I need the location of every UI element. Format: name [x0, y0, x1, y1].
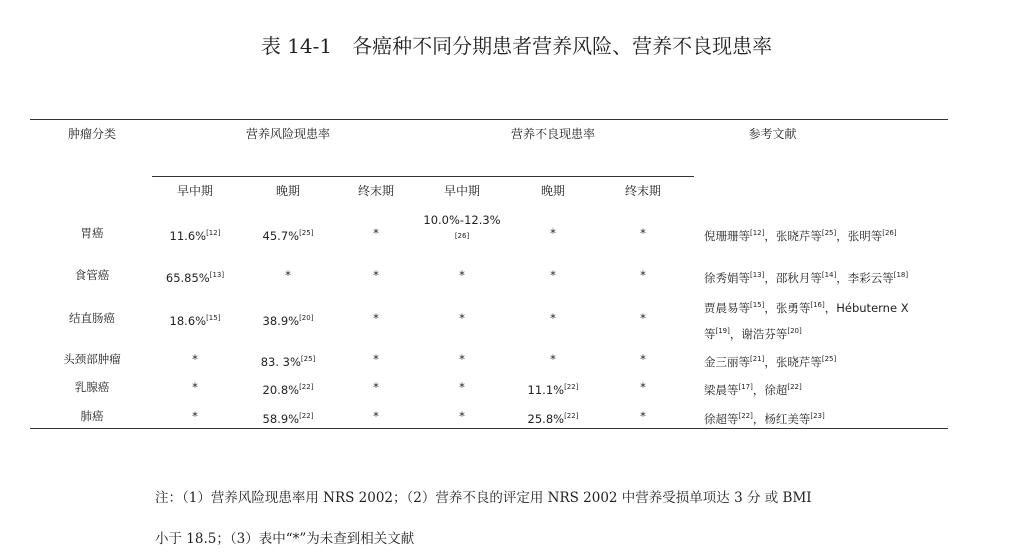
- reference-author: 倪珊珊等: [704, 229, 750, 243]
- row-value-cell: [152, 409, 238, 423]
- row-cancer-name: 肺癌: [80, 409, 104, 423]
- row-value-cell: [419, 352, 505, 366]
- reference-line: [704, 380, 802, 397]
- cell-value: *: [459, 268, 465, 282]
- cell-value: *: [373, 311, 379, 325]
- reference-author: ，张勇等: [764, 301, 811, 315]
- cell-value: *: [459, 409, 465, 423]
- reference-author: ，李彩云等: [836, 271, 894, 285]
- row-value-cell: [243, 268, 333, 282]
- citation-marker: [26]: [882, 229, 897, 237]
- citation-marker: [12]: [750, 229, 765, 237]
- cell-value: *: [550, 352, 556, 366]
- cell-value: *: [459, 352, 465, 366]
- citation-marker: [25]: [299, 229, 314, 237]
- header-stage-terminal: 终末期: [624, 184, 661, 198]
- cell-value: 11.1%: [527, 383, 565, 397]
- cell-value: 45.7%: [262, 229, 300, 243]
- table-top-rule: [30, 119, 948, 120]
- row-value-cell: [333, 380, 419, 394]
- row-value-cell: [598, 226, 688, 240]
- citation-marker: [22]: [299, 412, 314, 420]
- cell-value: *: [550, 268, 556, 282]
- cell-value: 65.85%: [165, 271, 210, 285]
- header-malnutrition: 营养不良现患率: [510, 127, 595, 141]
- row-cancer-name: 结直肠癌: [69, 311, 115, 325]
- reference-author: 贾晨易等: [704, 301, 750, 315]
- table-header-rule: [152, 176, 694, 177]
- row-value-cell: [598, 311, 688, 325]
- row-value-cell: [152, 226, 238, 243]
- citation-marker: [15]: [750, 301, 765, 309]
- row-value-cell: [243, 311, 333, 328]
- citation-marker: [19]: [715, 327, 730, 335]
- citation-marker: [16]: [810, 301, 825, 309]
- citation-marker: [15]: [206, 314, 221, 322]
- row-value-cell: [509, 311, 597, 325]
- citation-marker: [26]: [454, 232, 470, 240]
- header-stage-terminal: 终末期: [357, 184, 394, 198]
- row-value-cell: [152, 311, 238, 328]
- citation-marker: [12]: [206, 229, 221, 237]
- cell-value: 10.0%-12.3%: [423, 213, 501, 227]
- reference-line: [704, 298, 909, 315]
- row-cancer-name: 食管癌: [74, 268, 110, 282]
- header-stage-late: 晚期: [275, 184, 300, 198]
- row-value-cell: [152, 268, 238, 285]
- row-value-cell: [598, 268, 688, 282]
- row-cancer-name: 胃癌: [80, 226, 104, 240]
- citation-marker: [20]: [299, 314, 314, 322]
- reference-author: 梁晨等: [704, 383, 739, 397]
- row-value-cell: [152, 352, 238, 366]
- row-value-cell: [598, 380, 688, 394]
- citation-marker: [22]: [564, 383, 579, 391]
- citation-marker: [23]: [810, 412, 825, 420]
- reference-author: ，张晓芹等: [764, 355, 822, 369]
- citation-marker: [25]: [821, 229, 837, 237]
- citation-marker: [22]: [564, 412, 579, 420]
- citation-marker: [22]: [299, 383, 314, 391]
- cell-value: *: [550, 226, 556, 240]
- cell-value: 25.8%: [527, 412, 565, 426]
- table-title: 表 14-1 各癌种不同分期患者营养风险、营养不良现患率: [260, 34, 773, 58]
- cell-value: *: [373, 226, 379, 240]
- row-cancer-name: 头颈部肿瘤: [63, 352, 121, 366]
- citation-marker: [13]: [750, 271, 765, 279]
- cell-value: 38.9%: [262, 314, 300, 328]
- row-value-cell: [243, 409, 333, 426]
- cell-value: *: [373, 380, 379, 394]
- cell-value: *: [640, 311, 646, 325]
- row-value-cell: [243, 352, 333, 369]
- header-stage-early: 早中期: [443, 184, 480, 198]
- cell-value: *: [285, 268, 291, 282]
- row-value-cell: [333, 311, 419, 325]
- row-value-cell: [333, 226, 419, 240]
- reference-author: ，谢浩芬等: [729, 327, 788, 341]
- row-value-cell: [419, 409, 505, 423]
- reference-author: ，Hébuterne X: [824, 301, 909, 315]
- row-value-cell: [598, 409, 688, 423]
- cell-value: *: [192, 409, 198, 423]
- cell-value: *: [640, 352, 646, 366]
- reference-line: [704, 324, 802, 341]
- reference-line: [704, 268, 908, 285]
- citation-marker: [25]: [300, 355, 316, 363]
- header-nutrition-risk: 营养风险现患率: [245, 127, 330, 141]
- row-value-cell: [419, 380, 505, 394]
- row-value-cell: [333, 268, 419, 282]
- table-bottom-rule: [30, 428, 948, 429]
- row-value-cell: [333, 352, 419, 366]
- header-cancer-type: 肿瘤分类: [67, 127, 116, 141]
- citation-marker: [17]: [738, 383, 753, 391]
- reference-author: ，张晓芹等: [764, 229, 822, 243]
- citation-marker: [13]: [209, 271, 225, 279]
- header-stage-early: 早中期: [176, 184, 213, 198]
- row-value-cell: [419, 268, 505, 282]
- table-note-line-1: 注：（1）营养风险现患率用 NRS 2002；（2）营养不良的评定用 NRS 2002 中营养受损单项达 3 分 或 BMI: [155, 490, 812, 506]
- row-cancer-name: 乳腺癌: [74, 380, 110, 394]
- row-value-cell: [509, 268, 597, 282]
- row-value-cell: [243, 380, 333, 397]
- cell-value: *: [192, 352, 198, 366]
- row-value-cell: [598, 352, 688, 366]
- row-value-cell: [152, 380, 238, 394]
- row-value-cell: [509, 409, 597, 426]
- row-value-cell: [509, 352, 597, 366]
- cell-value: *: [373, 268, 379, 282]
- citation-marker: [21]: [750, 355, 765, 363]
- row-value-cell: [333, 409, 419, 423]
- row-value-cell: [243, 226, 333, 243]
- citation-marker: [20]: [787, 327, 802, 335]
- cell-value: *: [550, 311, 556, 325]
- table-note-line-2: 小于 18.5；（3）表中“*”为未查到相关文献: [155, 531, 415, 547]
- reference-author: ，徐超: [752, 383, 788, 397]
- cell-value: 18.6%: [169, 314, 207, 328]
- citation-marker: [22]: [738, 412, 753, 420]
- cell-value: *: [373, 409, 379, 423]
- reference-author: 徐秀娟等: [704, 271, 750, 285]
- reference-author: ，杨红美等: [752, 412, 811, 426]
- reference-line: [704, 409, 825, 426]
- reference-author: 金三丽等: [704, 355, 750, 369]
- cell-value: 11.6%: [169, 229, 207, 243]
- cell-value: *: [640, 409, 646, 423]
- cell-value: *: [459, 380, 465, 394]
- citation-marker: [22]: [787, 383, 802, 391]
- cell-value: 58.9%: [262, 412, 300, 426]
- row-value-cell: [419, 213, 505, 243]
- cell-value: 83. 3%: [260, 355, 301, 369]
- row-value-cell: [509, 226, 597, 240]
- citation-marker: [25]: [821, 355, 837, 363]
- reference-line: [704, 352, 836, 369]
- cell-value: *: [192, 380, 198, 394]
- cell-value: *: [459, 311, 465, 325]
- row-value-cell: [419, 311, 505, 325]
- citation-marker: [14]: [821, 271, 837, 279]
- cell-value: *: [640, 268, 646, 282]
- citation-marker: [18]: [893, 271, 909, 279]
- reference-author: ，邵秋月等: [764, 271, 822, 285]
- cell-value: 20.8%: [262, 383, 300, 397]
- reference-line: [704, 226, 897, 243]
- cell-value: *: [640, 380, 646, 394]
- header-references: 参考文献: [748, 127, 797, 141]
- cell-value: *: [640, 226, 646, 240]
- row-value-cell: [509, 380, 597, 397]
- header-stage-late: 晚期: [540, 184, 565, 198]
- reference-author: 等: [704, 327, 716, 341]
- cell-value: *: [373, 352, 379, 366]
- reference-author: ，张明等: [836, 229, 883, 243]
- reference-author: 徐超等: [704, 412, 739, 426]
